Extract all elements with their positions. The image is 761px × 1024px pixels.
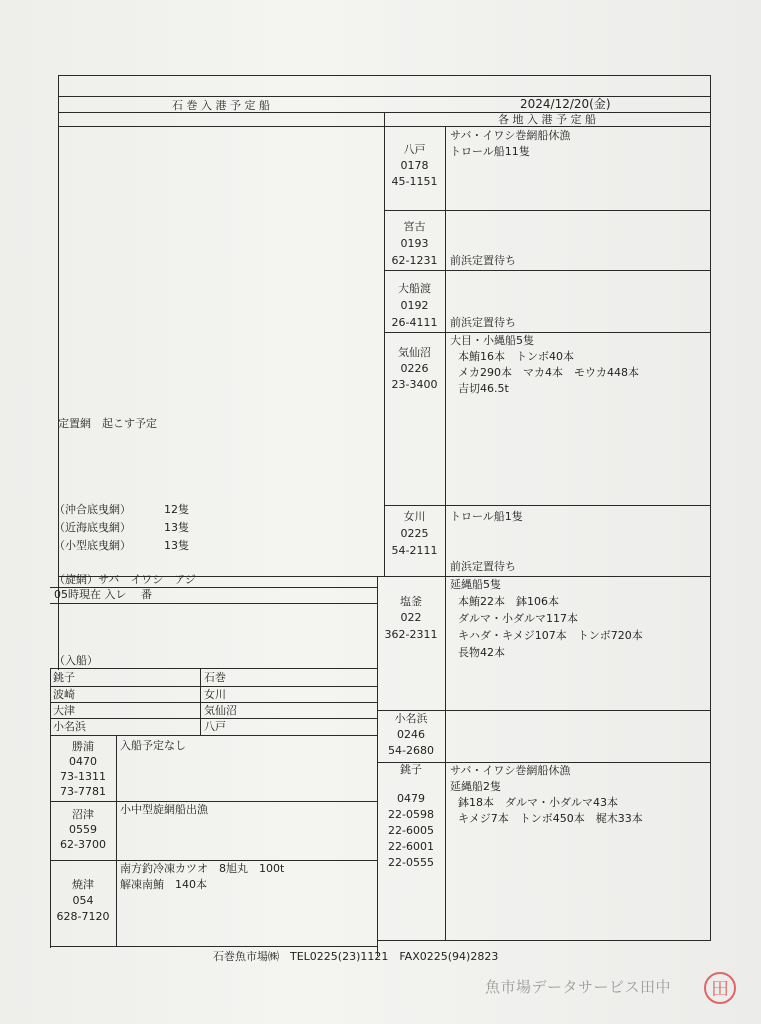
port-info: 前浜定置待ち (450, 560, 516, 573)
port-info: 前浜定置待ち (450, 316, 516, 329)
port-tel: 0470 (69, 755, 97, 768)
arrival-from: 波崎 (53, 688, 75, 701)
trawl-label: （小型底曳網） (54, 539, 131, 552)
port-tel: 0559 (69, 823, 97, 836)
port-tel: 22-6005 (388, 824, 434, 837)
arrival-to: 石巻 (204, 671, 226, 684)
port-tel: 26-4111 (391, 316, 438, 329)
report-date: 2024/12/20(金) (520, 97, 611, 111)
port-info: キハダ・キメジ107本 トンボ720本 (458, 629, 643, 642)
port-info: 延縄船2隻 (450, 780, 501, 793)
trawl-count: 13隻 (164, 539, 189, 552)
port-name: 小名浜 (394, 712, 428, 725)
port-info: 延縄船5隻 (450, 578, 501, 591)
port-tel: 22-0555 (388, 856, 434, 869)
port-info: 南方釣冷凍カツオ 8旭丸 100t (120, 862, 285, 875)
port-info: 入船予定なし (120, 739, 186, 752)
port-tel: 362-2311 (384, 628, 438, 641)
port-tel: 0226 (400, 362, 429, 375)
port-info: トロール船11隻 (450, 145, 530, 158)
port-info: 本鮪16本 トンボ40本 (458, 350, 574, 363)
port-tel: 22-0598 (388, 808, 434, 821)
port-tel: 73-7781 (60, 785, 106, 798)
port-tel: 0178 (400, 159, 429, 172)
port-tel: 0246 (397, 728, 425, 741)
port-name: 気仙沼 (398, 346, 431, 359)
port-info: サバ・イワシ巻網船休漁 (450, 764, 571, 777)
port-tel: 23-3400 (391, 378, 438, 391)
port-info: 解凍南鮪 140本 (120, 878, 207, 891)
port-info: 前浜定置待ち (450, 254, 516, 267)
seal-stamp: 田 (704, 972, 736, 1004)
arrival-to: 女川 (204, 688, 226, 701)
port-tel: 62-3700 (60, 838, 106, 851)
port-name: 焼津 (72, 878, 94, 891)
trawl-count: 12隻 (164, 503, 189, 516)
port-info: 鉢18本 ダルマ・小ダルマ43本 (458, 796, 618, 809)
port-info: ダルマ・小ダルマ117本 (458, 612, 578, 625)
teichi-note: 定置網 起こす予定 (58, 417, 157, 430)
port-name: 勝浦 (72, 740, 94, 753)
port-tel: 0225 (400, 527, 429, 540)
port-tel: 0479 (397, 792, 425, 805)
port-info: サバ・イワシ巻網船休漁 (450, 129, 571, 142)
arrival-from: 大津 (53, 704, 75, 717)
port-name: 沼津 (72, 808, 94, 821)
port-tel: 54-2680 (388, 744, 434, 757)
port-tel: 0193 (400, 237, 429, 250)
port-name: 銚子 (400, 763, 422, 776)
trawl-label: （沖合底曳網） (54, 503, 131, 516)
arrival-to: 気仙沼 (204, 704, 237, 717)
port-info: 小中型旋網船出漁 (120, 803, 208, 816)
footer-contact: 石巻魚市場㈱ TEL0225(23)1121 FAX0225(94)2823 (213, 950, 499, 963)
port-name: 八戸 (403, 143, 426, 156)
port-name: 大船渡 (398, 282, 431, 295)
arrival-from: 銚子 (53, 671, 75, 684)
trawl-count: 13隻 (164, 521, 189, 534)
arrival-from: 小名浜 (53, 720, 86, 733)
port-tel: 628-7120 (56, 910, 110, 923)
regional-section-title: 各 地 入 港 予 定 船 (498, 113, 596, 126)
port-name: 宮古 (403, 220, 426, 233)
port-tel: 62-1231 (391, 254, 438, 267)
port-name: 塩釜 (400, 595, 422, 608)
port-info: メカ290本 マカ4本 モウカ448本 (458, 366, 639, 379)
port-tel: 022 (400, 611, 422, 624)
port-name: 女川 (403, 510, 426, 523)
port-tel: 45-1151 (391, 175, 438, 188)
purse-seine-row: （旋網）サバ イワシ アジ (54, 573, 196, 586)
port-info: トロール船1隻 (450, 510, 523, 523)
ishinomaki-section-title: 石 巻 入 港 予 定 船 (172, 99, 270, 112)
port-tel: 0192 (400, 299, 429, 312)
trawl-label: （近海底曳網） (54, 521, 131, 534)
arrivals-label: （入船） (54, 654, 98, 667)
port-info: キメジ7本 トンボ450本 梶木33本 (458, 812, 643, 825)
port-info: 大目・小縄船5隻 (450, 334, 534, 347)
port-info: 長物42本 (458, 646, 505, 659)
arrival-to: 八戸 (204, 720, 226, 733)
port-tel: 054 (72, 894, 94, 907)
port-info: 本鮪22本 鉢106本 (458, 595, 559, 608)
port-tel: 22-6001 (388, 840, 434, 853)
entry-status-row: 05時現在 入レ 番 (54, 588, 152, 601)
port-tel: 73-1311 (60, 770, 106, 783)
port-tel: 54-2111 (391, 544, 438, 557)
signature: 魚市場データサービス田中 (485, 978, 672, 996)
port-info: 吉切46.5t (458, 382, 509, 395)
